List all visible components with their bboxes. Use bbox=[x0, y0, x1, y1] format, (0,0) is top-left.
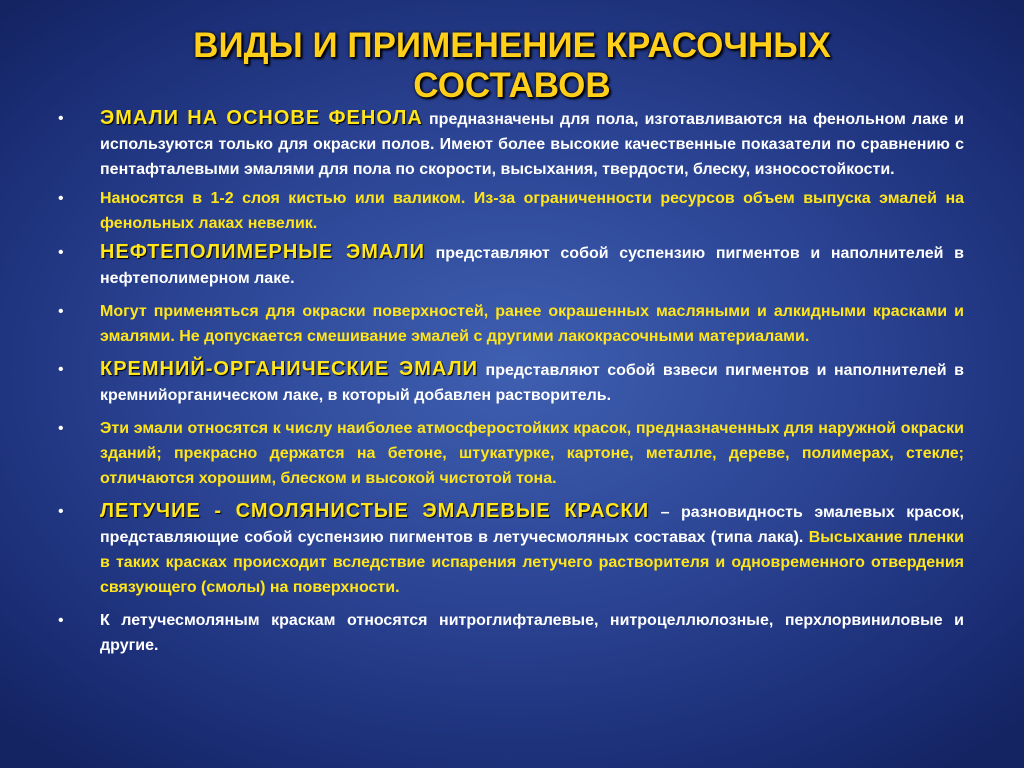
bullet-text: Эти эмали относятся к числу наиболее атмосферостойких красок, предназначенных для наружной окраски зданий; прекрасно держатся на бетоне, штукатурке, картоне, металле, дереве, полимерах, стекле; отличаются хорошим, блеском и высокой чистотой тона. bbox=[100, 420, 964, 487]
bullet-item-silicone-application bbox=[58, 416, 964, 491]
bullet-item-petropolymer-enamels bbox=[58, 240, 964, 291]
title-line-1: ВИДЫ И ПРИМЕНЕНИЕ КРАСОЧНЫХ bbox=[193, 26, 831, 65]
bullet-icon: • bbox=[58, 190, 64, 207]
title-line-2: СОСТАВОВ bbox=[413, 66, 611, 105]
bullet-text: – разновидность эмалевых красок, представляющие собой суспензию пигментов в летучесмоляных составах (типа лака). bbox=[100, 504, 965, 546]
bullet-icon: • bbox=[58, 361, 64, 378]
bullet-text: К летучесмоляным краскам относятся нитроглифталевые, нитроцеллюлозные, перхлорвиниловые и другие. bbox=[100, 612, 964, 654]
bullet-icon: • bbox=[58, 110, 64, 127]
bullet-text: представляют собой суспензию пигментов и наполнителей в нефтеполимерном лаке. bbox=[100, 245, 964, 287]
bullet-icon: • bbox=[58, 303, 64, 320]
bullet-text-highlight: Высыхание пленки в таких красках происходит вследствие испарения летучего растворителя и одновременного отвердения связующего (смолы) на поверхности. bbox=[100, 529, 965, 596]
bullet-keyword: ЭМАЛИ НА ОСНОВЕ ФЕНОЛА bbox=[100, 107, 423, 129]
bullet-icon: • bbox=[58, 420, 64, 437]
slide-title bbox=[0, 26, 1024, 106]
bullet-item-volatile-resin-types bbox=[58, 608, 964, 658]
bullet-item-volatile-resin-paints bbox=[58, 499, 964, 600]
bullet-item-silicone-enamels bbox=[58, 357, 964, 408]
bullet-text: Могут применяться для окраски поверхностей, ранее окрашенных масляными и алкидными красками и эмалями. Не допускается смешивание эмалей с другими лакокрасочными материалами. bbox=[100, 303, 964, 345]
bullet-keyword: КРЕМНИЙ-ОРГАНИЧЕСКИЕ ЭМАЛИ bbox=[100, 358, 479, 380]
bullet-keyword: НЕФТЕПОЛИМЕРНЫЕ ЭМАЛИ bbox=[100, 241, 425, 263]
bullet-icon: • bbox=[58, 244, 64, 261]
bullet-item-phenol-enamels bbox=[58, 106, 964, 182]
bullet-text: Наносятся в 1-2 слоя кистью или валиком. Из-за ограниченности ресурсов объем выпуска эмалей на фенольных лаках невелик. bbox=[100, 190, 964, 232]
bullet-list bbox=[58, 106, 964, 666]
bullet-text: предназначены для пола, изготавливаются на фенольном лаке и используются только для окраски полов. Имеют более высокие качественные показатели по сравнению с пентафталевыми эмалями для пола по скорости, высыхания, твердости, блеску, износостойкости. bbox=[100, 111, 964, 178]
bullet-item-petropolymer-application bbox=[58, 299, 964, 349]
bullet-icon: • bbox=[58, 503, 64, 520]
bullet-item-phenol-application bbox=[58, 186, 964, 236]
bullet-keyword: ЛЕТУЧИЕ - СМОЛЯНИСТЫЕ ЭМАЛЕВЫЕ КРАСКИ bbox=[100, 500, 650, 522]
bullet-text: представляют собой взвеси пигментов и наполнителей в кремнийорганическом лаке, в который добавлен растворитель. bbox=[100, 362, 964, 404]
bullet-icon: • bbox=[58, 612, 64, 629]
